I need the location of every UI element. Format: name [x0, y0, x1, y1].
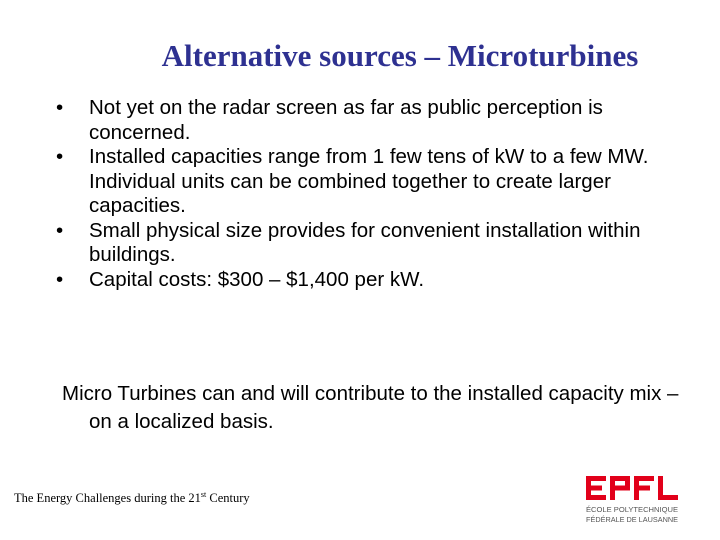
bullet-icon: •: [56, 96, 64, 119]
bullet-list: [56, 96, 696, 292]
bullet-text: Small physical size provides for convenient installation within buildings.: [89, 218, 641, 266]
bullet-icon: •: [56, 218, 64, 242]
bullet-text: Not yet on the radar screen as far as public perception is concerned.: [89, 96, 603, 144]
closing-statement: Micro Turbines can and will contribute to the installed capacity mix – on a localized basis.: [62, 382, 679, 433]
bullet-icon: •: [56, 267, 64, 291]
epfl-wordmark-icon: [586, 476, 678, 500]
bullet-text: Capital costs: $300 – $1,400 per kW.: [89, 267, 425, 291]
footer-suffix: Century: [206, 491, 250, 505]
logo-line1: ÉCOLE POLYTECHNIQUE: [586, 505, 679, 514]
bullet-icon: •: [56, 145, 64, 168]
slide-title: Alternative sources – Microturbines: [161, 38, 639, 73]
footer-caption: [14, 490, 250, 506]
bullet-item: [56, 96, 696, 145]
bullet-item: [56, 268, 696, 293]
bullet-item: [56, 219, 696, 268]
logo-line2: FÉDÉRALE DE LAUSANNE: [586, 515, 679, 524]
bullet-text: Installed capacities range from 1 few tens of kW to a few MW. Individual units can be combined together to create larger capacities.: [89, 145, 649, 217]
bullet-item: [56, 145, 696, 219]
footer-superscript: st: [200, 490, 207, 499]
epfl-logo-icon: [586, 476, 688, 526]
footer-text: The Energy Challenges during the 21: [14, 491, 201, 505]
